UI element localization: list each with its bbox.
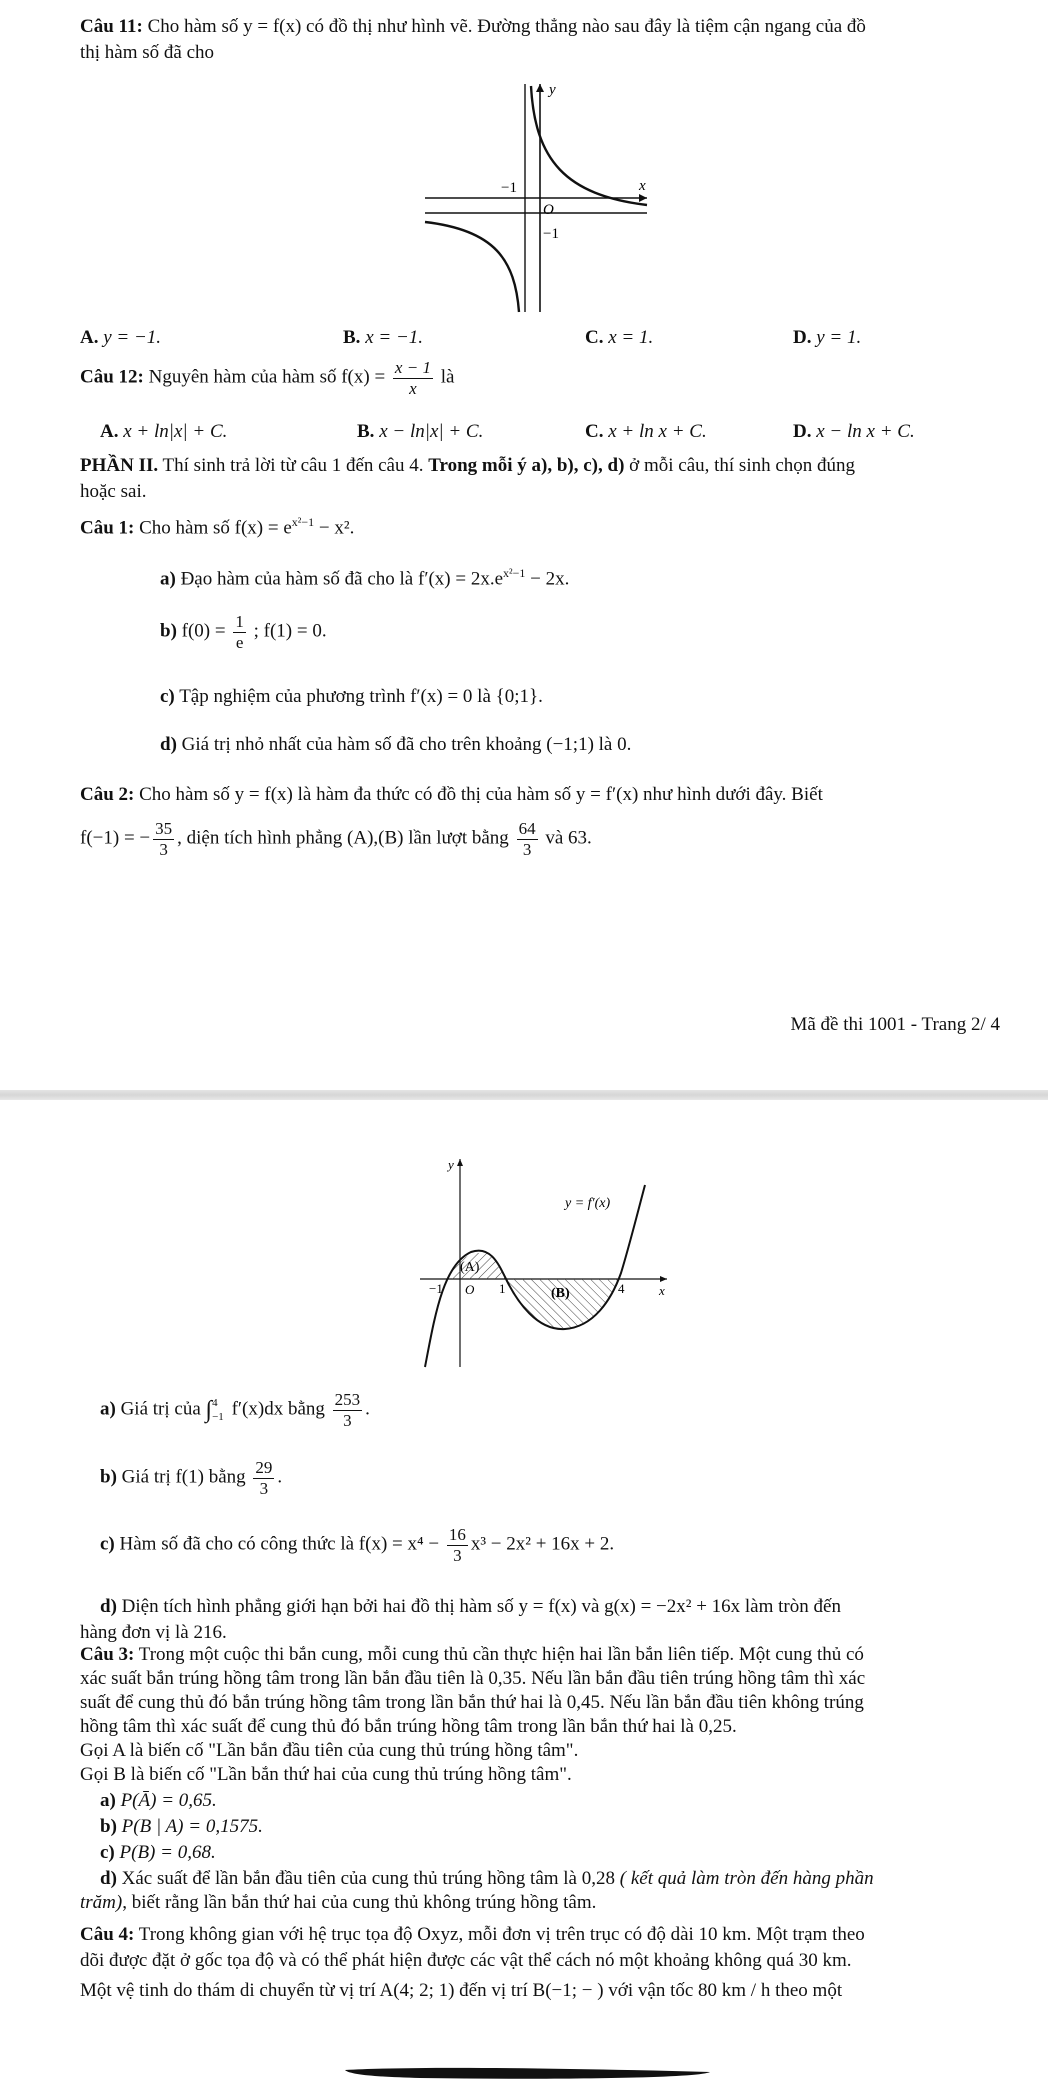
c1-b-fraction (233, 612, 246, 652)
c2-d-line1: Diện tích hình phẳng giới hạn bởi hai đồ thị hàm số y = f(x) và g(x) = −2x² + 16x làm tròn đến (121, 1596, 841, 1617)
c2-item-b: b) Giá trị f(1) bằng $\frac{29}{3}$ . (100, 1458, 283, 1498)
question-12-text: Nguyên hàm của hàm số f(x) = (148, 366, 386, 388)
question-11-label: Câu 11: (80, 16, 143, 37)
c4-line1-text: Trong không gian với hệ trục tọa độ Oxyz, mỗi đơn vị trên trục có độ dài 10 km. Một trạm theo (138, 1924, 865, 1945)
question-11-text-line2: thị hàm số đã cho (80, 42, 215, 63)
q12-option-c-key: C. (585, 421, 604, 442)
c2-item-d (100, 1594, 1020, 1620)
c2-frac1 (153, 819, 174, 859)
question-12-label: Câu 12: (80, 366, 144, 388)
redaction-scribble (0, 2066, 1048, 2081)
q2-tick-4: 4 (618, 1281, 625, 1296)
c1-c-text: Tập nghiệm của phương trình f′(x) = 0 là {0;1}. (179, 686, 543, 707)
part-2-heading: PHẦN II. (80, 455, 159, 476)
c1-a-exp: x²−1 (503, 566, 526, 580)
c2-d-line2: hàng đơn vị là 216. (80, 1622, 227, 1643)
q11-option-c-key: C. (585, 327, 604, 348)
q11-option-b-text: x = −1. (365, 327, 424, 348)
q11-option-c[interactable] (585, 325, 653, 351)
q12-option-c-text: x + ln x + C. (608, 421, 707, 442)
c1-stem (80, 514, 1000, 541)
question-11-text-line1: Cho hàm số y = f(x) có đồ thị như hình vẽ. Đường thẳng nào sau đây là tiệm cận ngang của đồ (147, 16, 866, 37)
c3-b-text: P(B | A) = 0,1575. (121, 1816, 263, 1837)
c4-line1 (80, 1922, 1000, 1948)
c2-a-pre: Giá trị của (120, 1398, 201, 1420)
q12-option-d-key: D. (793, 421, 812, 442)
c3-line1-text: Trong một cuộc thi bắn cung, mỗi cung thủ cần thực hiện hai lần bắn liên tiếp. Một cung thủ có (138, 1644, 864, 1665)
c2-num2: 64 (518, 819, 536, 838)
q12-option-b-text: x − ln|x| + C. (379, 421, 484, 442)
q11-origin-label: O (543, 202, 554, 218)
c1-a-key: a) (160, 568, 176, 590)
q12-frac-num: x − 1 (394, 358, 431, 377)
q2-region-b-label: (B) (551, 1286, 570, 1301)
c2-c-den: 3 (453, 1545, 462, 1565)
q11-curve-left-branch (425, 222, 519, 312)
q12-option-a-text: x + ln|x| + C. (123, 421, 228, 442)
q11-tick-y: −1 (543, 226, 559, 242)
c1-d-text: Giá trị nhỏ nhất của hàm số đã cho trên khoảng (−1;1) là 0. (181, 734, 632, 755)
c2-a-fraction (333, 1390, 363, 1430)
c2-b-num: 29 (255, 1458, 273, 1477)
c2-c-fraction (447, 1525, 468, 1565)
q2-x-label: x (659, 1283, 665, 1298)
q2-y-label: y (448, 1157, 454, 1172)
c2-label: Câu 2: (80, 784, 135, 805)
c3-a-key: a) (100, 1790, 116, 1811)
part-2-text-bold: Trong mỗi ý a), b), c), d) (428, 455, 625, 476)
c2-d-key: d) (100, 1596, 117, 1617)
c2-b-fraction (253, 1458, 274, 1498)
question-12-stem (80, 358, 1000, 398)
q11-curve-right-branch (531, 86, 647, 205)
c1-c-key: c) (160, 686, 175, 707)
c2-b-den: 3 (259, 1478, 269, 1498)
c2-pre: f(−1) = − (80, 827, 151, 849)
c3-line5: Gọi A là biến cố "Lần bắn đầu tiên của cung thủ trúng hồng tâm". (80, 1740, 579, 1761)
q2-x-axis-arrow (660, 1276, 667, 1282)
c3-d-note2: trăm) (80, 1892, 123, 1913)
c1-b-post: ; f(1) = 0. (253, 620, 327, 642)
c2-a-den: 3 (343, 1410, 352, 1430)
q12-option-b[interactable] (357, 419, 483, 445)
q12-option-a[interactable] (100, 419, 227, 445)
q11-x-label: x (639, 178, 646, 194)
c3-line2: xác suất bắn trúng hồng tâm trong lần bắn đầu tiên là 0,35. Nếu lần bắn đầu tiên trúng hồng tâm thì xác (80, 1668, 866, 1689)
c4-line2: dõi được đặt ở gốc tọa độ và có thể phát hiện được các vật thể cách nó một khoảng không quá 30 km. (80, 1950, 852, 1971)
q11-option-b[interactable] (343, 325, 423, 351)
c1-a-text: Đạo hàm của hàm số đã cho là f′(x) = 2x.e (180, 568, 504, 590)
c2-den1: 3 (159, 839, 168, 859)
c3-item-d (100, 1866, 1020, 1892)
c4-label: Câu 4: (80, 1924, 135, 1945)
q12-option-a-key: A. (100, 421, 119, 442)
c1-stem-exp: x²−1 (291, 515, 315, 529)
part-2-text-end: ở mỗi câu, thí sinh chọn đúng (629, 455, 856, 476)
c2-stem-line1 (80, 782, 1000, 808)
question-2-graph (415, 1155, 675, 1370)
c1-label: Câu 1: (80, 517, 135, 539)
c3-line3: suất để cung thủ đó bắn trúng hồng tâm trong lần bắn thứ hai là 0,45. Nếu lần bắn đầu tiên không trúng (80, 1692, 864, 1713)
c2-frac2 (517, 819, 538, 859)
c1-item-c (160, 684, 1000, 710)
q2-curve-label: y = f′(x) (565, 1196, 611, 1211)
c1-b-pre: f(0) = (181, 620, 226, 642)
c3-a-text: P(Ā) = 0,65. (120, 1790, 217, 1811)
c1-b-den: e (235, 632, 244, 652)
c3-d-end: , biết rằng lần bắn thứ hai của cung thủ không trúng hồng tâm. (122, 1892, 597, 1913)
c2-c-post: x³ − 2x² + 16x + 2. (470, 1533, 615, 1555)
c2-a-num: 253 (334, 1390, 361, 1409)
q2-y-axis-arrow (457, 1159, 463, 1166)
c2-c-key: c) (100, 1533, 115, 1555)
c3-item-d-line2 (80, 1890, 1000, 1916)
q12-frac-den: x (409, 378, 417, 398)
c2-a-upper: 4 (212, 1396, 218, 1409)
c3-item-b (100, 1814, 1020, 1840)
c4-line3-end: ) với vận tốc 80 km / h theo một (597, 1980, 843, 2001)
c1-item-b (160, 612, 1000, 652)
c3-line1 (80, 1642, 1000, 1668)
part-2-text: Thí sinh trả lời từ câu 1 đến câu 4. (162, 455, 424, 476)
c2-a-body: f′(x)dx bằng (231, 1398, 325, 1420)
question-11-stem (80, 14, 1000, 40)
c1-d-key: d) (160, 734, 177, 755)
c1-item-a (160, 565, 1000, 592)
c2-den2: 3 (522, 839, 532, 859)
c2-num1: 35 (155, 819, 173, 838)
q11-option-c-text: x = 1. (608, 327, 654, 348)
c3-item-c (100, 1840, 1020, 1866)
c3-d-key: d) (100, 1868, 117, 1889)
q2-region-a-label: (A) (460, 1260, 480, 1275)
question-12-fraction (393, 358, 433, 398)
page-2 (0, 1100, 1048, 2081)
c2-a-key: a) (100, 1398, 116, 1420)
c3-d-text: Xác suất để lần bắn đầu tiên của cung thủ trúng hồng tâm là 0,28 (121, 1868, 615, 1889)
part-2-instructions (80, 453, 1000, 479)
c3-label: Câu 3: (80, 1644, 135, 1665)
c1-b-num: 1 (235, 612, 244, 631)
q11-option-b-key: B. (343, 327, 361, 348)
q2-origin-label: O (465, 1282, 475, 1297)
q11-x-axis-arrow (639, 194, 647, 202)
c3-b-key: b) (100, 1816, 117, 1837)
q11-option-d[interactable] (793, 325, 861, 351)
q11-option-a-text: y = −1. (103, 327, 162, 348)
c2-end: và 63. (545, 827, 592, 849)
c2-item-a: a) Giá trị của ∫ 4 −1 f′(x)dx bằng $\frac{253}{3}$ . (100, 1390, 370, 1430)
q11-y-label: y (549, 82, 556, 98)
question-12-options (80, 419, 1000, 445)
c4-line3-text: Một vệ tinh do thám di chuyển từ vị trí A(4; 2; 1) đến vị trí B(−1; − (80, 1980, 593, 2001)
q12-option-d-text: x − ln x + C. (816, 421, 915, 442)
question-11-graph (415, 80, 655, 315)
c1-a-end: − 2x. (530, 568, 570, 590)
c2-item-c (100, 1525, 1020, 1565)
page-footer: Mã đề thi 1001 - Trang 2/ 4 (790, 1014, 1000, 1035)
c3-c-key: c) (100, 1842, 115, 1863)
part-2-line2: hoặc sai. (80, 481, 147, 502)
q12-option-d[interactable] (793, 419, 915, 445)
page-separator (0, 1090, 1048, 1100)
q11-tick-x: −1 (501, 180, 517, 196)
c2-a-lower: −1 (212, 1411, 224, 1424)
q2-tick-minus1: −1 (429, 1281, 443, 1296)
q11-option-d-text: y = 1. (816, 327, 862, 348)
c2-c-num: 16 (448, 1525, 466, 1544)
q11-option-a[interactable] (80, 325, 161, 351)
c3-d-note: ( kết quả làm tròn đến hàng phần (619, 1868, 874, 1889)
q11-option-a-key: A. (80, 327, 99, 348)
q12-option-c[interactable] (585, 419, 707, 445)
c2-mid: , diện tích hình phẳng (A),(B) lần lượt bằng (177, 827, 509, 849)
c2-stem-line2 (80, 819, 1000, 859)
q11-option-d-key: D. (793, 327, 812, 348)
c3-item-a (100, 1788, 1020, 1814)
c1-item-d (160, 732, 1000, 758)
c2-b-key: b) (100, 1466, 117, 1488)
question-11-options (80, 325, 1000, 351)
c1-stem-b: − x². (318, 517, 355, 539)
c3-line4: hồng tâm thì xác suất để cung thủ đó bắn trúng hồng tâm trong lần bắn thứ hai là 0,25. (80, 1716, 737, 1737)
c2-line1: Cho hàm số y = f(x) là hàm đa thức có đồ thị của hàm số y = f′(x) như hình dưới đây. Biết (139, 784, 823, 805)
c3-line6: Gọi B là biến cố "Lần bắn thứ hai của cung thủ trúng hồng tâm". (80, 1764, 572, 1785)
c2-b-pre: Giá trị f(1) bằng (121, 1466, 246, 1488)
c2-a-integral-sign: ∫ (205, 1396, 213, 1423)
c4-line3 (80, 1978, 1000, 2004)
c1-stem-a: Cho hàm số f(x) = e (139, 517, 292, 539)
c2-c-pre: Hàm số đã cho có công thức là f(x) = x⁴ − (119, 1533, 440, 1555)
c3-c-text: P(B) = 0,68. (119, 1842, 216, 1863)
question-12-text-after: là (440, 366, 455, 388)
q12-option-b-key: B. (357, 421, 375, 442)
q11-y-axis-arrow (536, 84, 544, 92)
q2-tick-1: 1 (499, 1281, 506, 1296)
c1-b-key: b) (160, 620, 177, 642)
